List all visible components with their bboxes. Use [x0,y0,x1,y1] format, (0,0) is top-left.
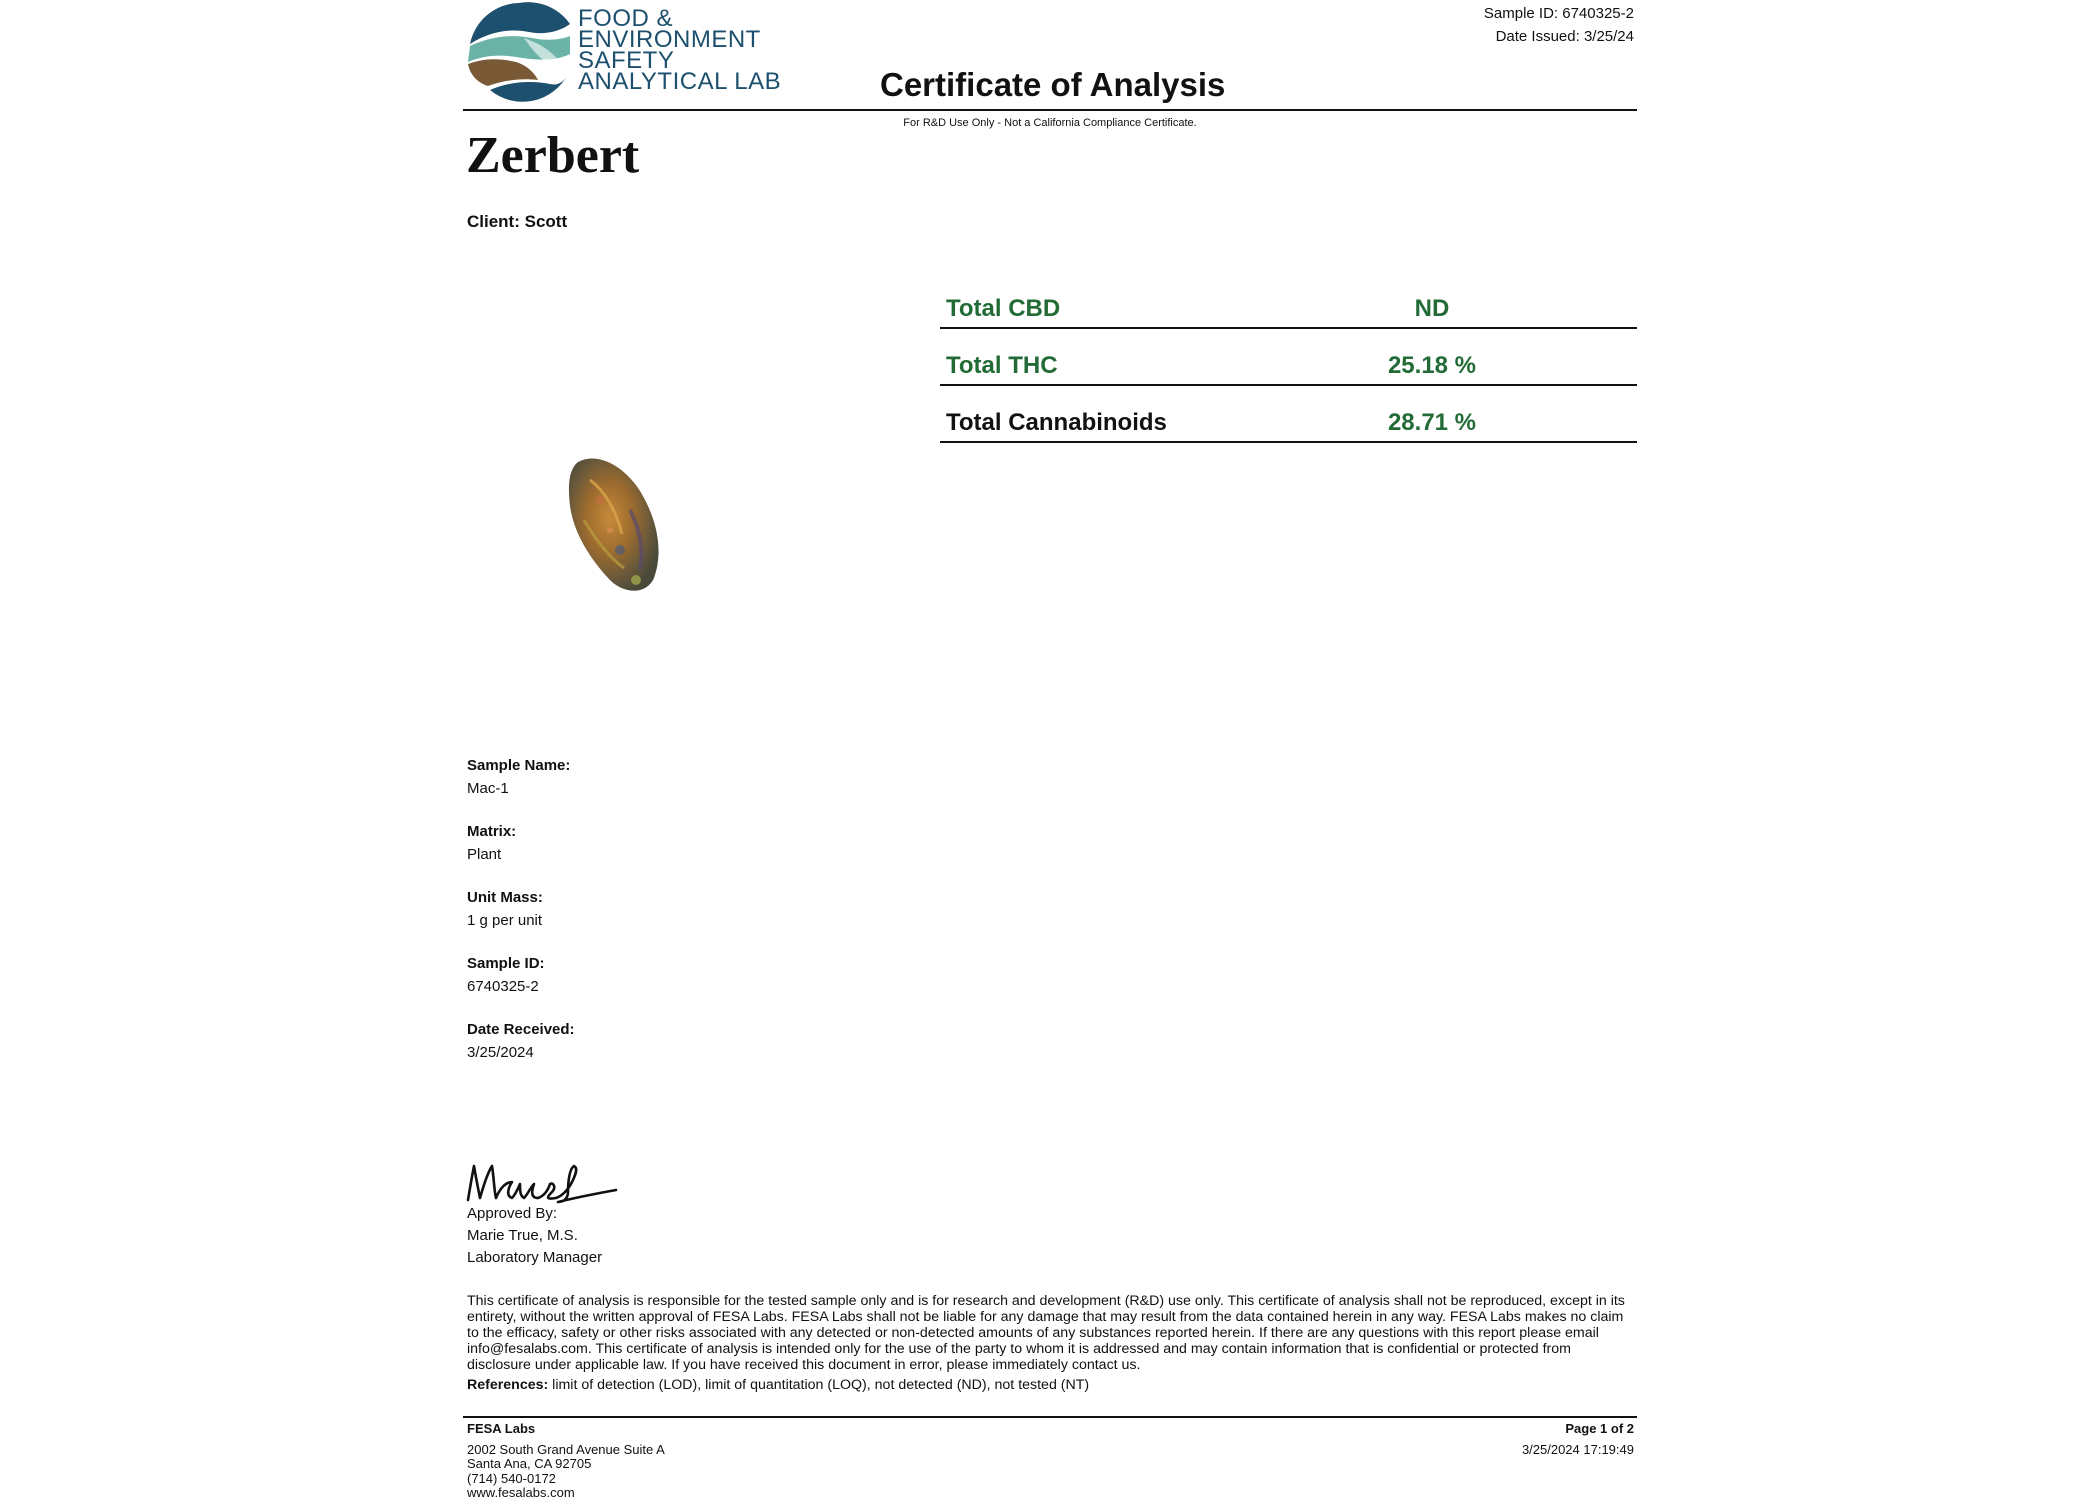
signature-icon [464,1158,624,1204]
detail-value: 1 g per unit [467,912,543,929]
sample-photo-icon [560,450,690,600]
page-number: Page 1 of 2 [1565,1421,1634,1436]
summary-value: 28.71 % [1387,409,1477,436]
detail-label: Sample ID: [467,955,545,972]
detail-date-received [467,1020,575,1065]
summary-value: 25.18 % [1387,352,1477,379]
detail-label: Date Received: [467,1021,575,1038]
detail-sample-name [467,756,575,801]
sample-details [467,756,575,1086]
detail-sample-id [467,954,575,999]
disclaimer-text: This certificate of analysis is responsible for the tested sample only and is for research and development (R&D) use only. This certificate of analysis shall not be reproduced, except in its entirety, without the written approval of FESA Labs. FESA Labs shall not be liable for any damage that may result from the data contained herein in any way. FESA Labs makes no claim to the efficacy, safety or other risks associated with any detected or non-detected amounts of any substances reported herein. If there are any questions with this report please email info@fesalabs.com. This certificate of analysis is intended only for the use of the party to whom it is addressed and may contain information that is confidential or protected from disclosure under applicable law. If you have received this document in error, please immediately contact us. [467,1293,1625,1373]
logo-line-1: FOOD & [578,5,674,32]
detail-label: Sample Name: [467,757,571,774]
summary-value: ND [1414,295,1450,322]
summary-label: Total Cannabinoids [946,409,1167,436]
references [467,1377,1089,1393]
detail-value: Mac-1 [467,780,509,797]
page-title: Certificate of Analysis [880,66,1226,103]
detail-unit-mass [467,888,575,933]
footer-address [467,1422,665,1501]
rd-note: For R&D Use Only - Not a California Compliance Certificate. [903,117,1197,129]
summary-row-thc [940,329,1637,386]
fesa-logo-icon [464,2,574,106]
logo-line-4: ANALYTICAL LAB [578,68,782,95]
footer-company: FESA Labs [467,1421,536,1436]
detail-value: 3/25/2024 [467,1044,534,1061]
header-date-issued: Date Issued: 3/25/24 [1495,28,1634,45]
footer-page-info [1522,1422,1634,1457]
references-text: limit of detection (LOD), limit of quantitation (LOQ), not detected (ND), not tested (NT) [548,1377,1090,1393]
product-name: Zerbert [466,127,640,184]
approver-name: Marie True, M.S. [467,1227,578,1244]
summary-label: Total CBD [946,295,1061,322]
footer-timestamp: 3/25/2024 17:19:49 [1521,1441,1634,1457]
footer-address-line-2: Santa Ana, CA 92705 [467,1456,592,1471]
approval-block [467,1203,602,1269]
footer-website: www.fesalabs.com [467,1485,575,1500]
client-label: Client: Scott [467,212,568,231]
summary-row-total [940,386,1637,443]
summary-row-cbd [940,272,1637,329]
logo-line-2: ENVIRONMENT [578,26,761,53]
header-sample-id: Sample ID: 6740325-2 [1483,5,1634,22]
logo-wordmark [578,5,782,95]
approved-by-label: Approved By: [467,1205,558,1222]
footer-address-line-1: 2002 South Grand Avenue Suite A [467,1441,665,1457]
detail-value: 6740325-2 [467,978,539,995]
detail-label: Unit Mass: [467,889,543,906]
cannabinoid-summary [940,272,1637,443]
approver-role: Laboratory Manager [467,1249,603,1266]
summary-label: Total THC [946,352,1058,379]
detail-matrix [467,822,575,867]
references-label: References: [467,1377,549,1393]
detail-label: Matrix: [467,823,517,840]
header-meta [1484,2,1634,48]
header-divider [463,109,1637,111]
detail-value: Plant [467,846,502,863]
footer-phone: (714) 540-0172 [467,1470,556,1486]
footer-divider [463,1416,1637,1418]
logo-line-3: SAFETY [578,47,675,74]
